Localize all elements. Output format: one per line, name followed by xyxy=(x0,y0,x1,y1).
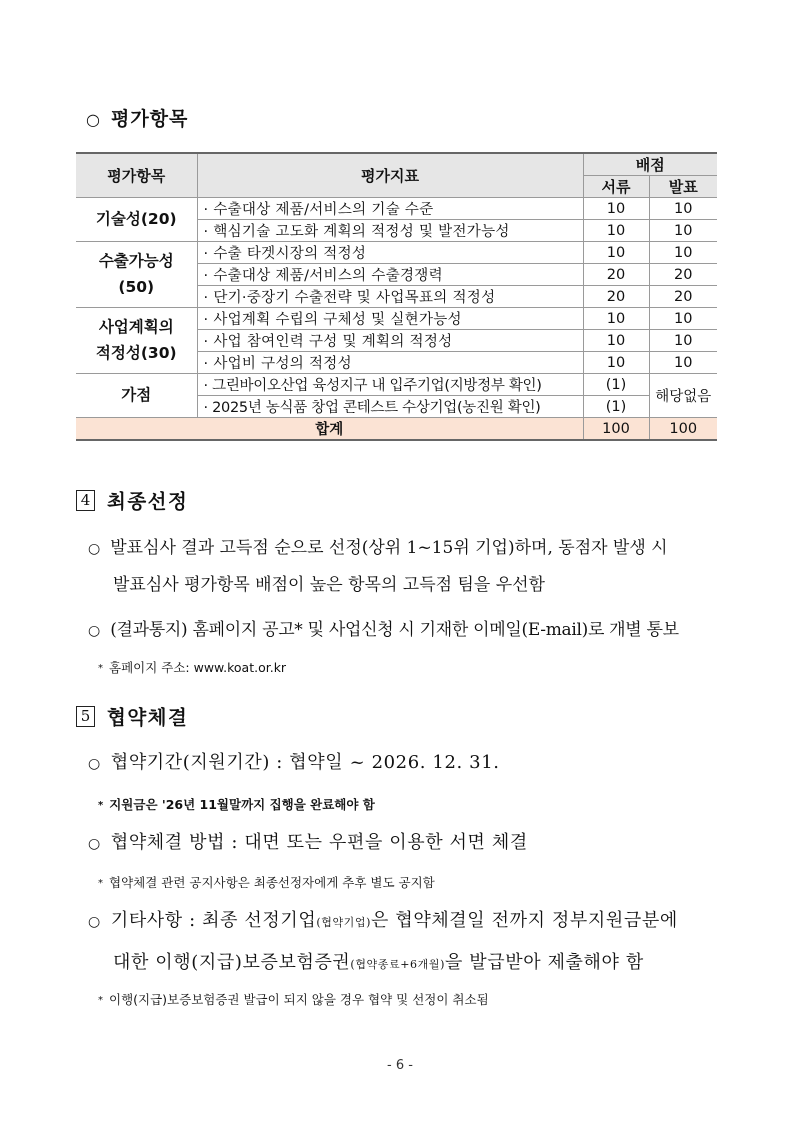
section-4-heading xyxy=(76,486,188,514)
presentation-score: 10 xyxy=(649,352,717,374)
circle-bullet-icon: ○ xyxy=(88,623,101,639)
header-indicator: 평가지표 xyxy=(197,153,583,198)
indicator-cell: · 사업계획 수립의 구체성 및 실현가능성 xyxy=(197,308,583,330)
table-row xyxy=(76,374,717,396)
guarantee-insurance-note: * 이행(지급)보증보험증권 발급이 되지 않을 경우 협약 및 선정이 취소됨 xyxy=(98,992,489,1007)
header-presentation: 발표 xyxy=(649,176,717,198)
presentation-score: 20 xyxy=(649,286,717,308)
asterisk-icon: * xyxy=(98,878,103,889)
document-score: 10 xyxy=(583,242,649,264)
presentation-score: 20 xyxy=(649,264,717,286)
document-score: (1) xyxy=(583,396,649,418)
document-score: 20 xyxy=(583,264,649,286)
indicator-cell: · 사업비 구성의 적정성 xyxy=(197,352,583,374)
total-label: 합계 xyxy=(76,418,583,441)
circle-bullet-icon: ○ xyxy=(88,914,101,930)
homepage-note xyxy=(98,658,286,676)
table-header-row xyxy=(76,153,717,176)
indicator-cell: · 사업 참여인력 구성 및 계획의 적정성 xyxy=(197,330,583,352)
indicator-cell: · 수출대상 제품/서비스의 수출경쟁력 xyxy=(197,264,583,286)
category-export-potential: 수출가능성 (50) xyxy=(76,242,197,308)
indicator-cell: · 2025년 농식품 창업 콘테스트 수상기업(농진원 확인) xyxy=(197,396,583,418)
homepage-address[interactable]: 홈페이지 주소: www.koat.or.kr xyxy=(109,660,287,675)
evaluation-table xyxy=(76,152,717,441)
category-business-plan: 사업계획의 적정성(30) xyxy=(76,308,197,374)
circle-bullet-icon: ○ xyxy=(88,541,101,557)
presentation-score: 10 xyxy=(649,308,717,330)
table-row xyxy=(76,198,717,220)
total-presentation: 100 xyxy=(649,418,717,441)
header-score: 배점 xyxy=(583,153,717,176)
final-selection-paragraph: ○ 발표심사 결과 고득점 순으로 선정(상위 1~15위 기업)하며, 동점자 발생 시 발표심사 평가항목 배점이 높은 항목의 고득점 팀을 우선함 xyxy=(88,538,668,595)
table-row xyxy=(76,308,717,330)
indicator-cell: · 그린바이오산업 육성지구 내 입주기업(지방정부 확인) xyxy=(197,374,583,396)
section-number-box: 5 xyxy=(76,706,95,727)
circle-bullet-icon: ○ xyxy=(88,836,101,852)
funding-deadline-note: * 지원금은 '26년 11월말까지 집행을 완료해야 함 xyxy=(98,797,375,812)
header-document: 서류 xyxy=(583,176,649,198)
presentation-score: 10 xyxy=(649,242,717,264)
agreement-method-paragraph: ○ 협약체결 방법 : 대면 또는 우편을 이용한 서면 체결 xyxy=(88,832,528,853)
document-score: 10 xyxy=(583,220,649,242)
section-title: 최종선정 xyxy=(107,490,189,513)
table-total-row xyxy=(76,418,717,441)
section-5-heading xyxy=(76,702,188,730)
total-document: 100 xyxy=(583,418,649,441)
agreement-notice-note: * 협약체결 관련 공지사항은 최종선정자에게 추후 별도 공지함 xyxy=(98,875,435,890)
category-technology: 기술성(20) xyxy=(76,198,197,242)
evaluation-items-heading xyxy=(86,104,188,131)
indicator-cell: · 단기·중장기 수출전략 및 사업목표의 적정성 xyxy=(197,286,583,308)
presentation-score: 10 xyxy=(649,220,717,242)
section-title: 협약체결 xyxy=(107,706,189,729)
document-score: 20 xyxy=(583,286,649,308)
document-score: 10 xyxy=(583,308,649,330)
asterisk-icon: * xyxy=(98,995,103,1006)
indicator-cell: · 수출 타겟시장의 적정성 xyxy=(197,242,583,264)
circle-bullet-icon: ○ xyxy=(88,756,101,772)
document-score: 10 xyxy=(583,330,649,352)
presentation-score: 10 xyxy=(649,198,717,220)
category-bonus: 가점 xyxy=(76,374,197,418)
presentation-not-applicable: 해당없음 xyxy=(649,374,717,418)
document-score: 10 xyxy=(583,198,649,220)
indicator-cell: · 핵심기술 고도화 계획의 적정성 및 발전가능성 xyxy=(197,220,583,242)
document-score: (1) xyxy=(583,374,649,396)
other-matters-paragraph: ○ 기타사항 : 최종 선정기업(협약기업)은 협약체결일 전까지 정부지원금분에 대한 이행(지급)보증보험증권(협약종료+6개월)을 발급받아 제출해야 함 xyxy=(88,910,678,973)
page-number: - 6 - xyxy=(387,1058,413,1073)
circle-bullet-icon: ○ xyxy=(86,110,101,129)
section-number-box: 4 xyxy=(76,490,95,511)
agreement-period-paragraph: ○ 협약기간(지원기간) : 협약일 ~ 2026. 12. 31. xyxy=(88,752,500,773)
result-notice-paragraph: ○ (결과통지) 홈페이지 공고* 및 사업신청 시 기재한 이메일(E-mail)로 개별 통보 xyxy=(88,620,679,640)
presentation-score: 10 xyxy=(649,330,717,352)
header-category: 평가항목 xyxy=(76,153,197,198)
heading-text: 평가항목 xyxy=(110,108,189,130)
indicator-cell: · 수출대상 제품/서비스의 기술 수준 xyxy=(197,198,583,220)
document-score: 10 xyxy=(583,352,649,374)
asterisk-icon: * xyxy=(98,663,103,674)
asterisk-icon: * xyxy=(98,800,104,811)
table-row xyxy=(76,242,717,264)
